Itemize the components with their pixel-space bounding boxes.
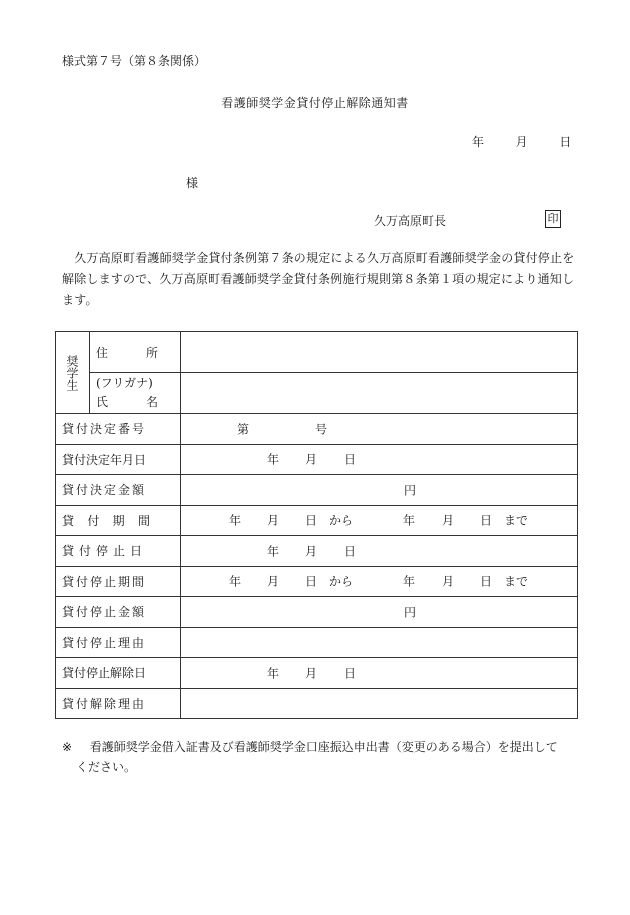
- stop-period-label: 貸付停止期間: [56, 566, 181, 597]
- release-reason-label: 貸付解除理由: [56, 688, 181, 719]
- footnote: [62, 737, 582, 777]
- table-row-decision-amount: [56, 475, 578, 506]
- body-paragraph: 久万高原町看護師奨学金貸付条例第７条の規定による久万高原町看護師奨学金の貸付停止を解除しますので、久万高原町看護師奨学金貸付条例施行規則第８条第１項の規定により通知します。: [62, 251, 575, 307]
- table-row-stop-date: [56, 536, 578, 567]
- loan-period-value[interactable]: 年 月 日 から 年 月 日 まで: [181, 505, 578, 536]
- stop-date-label: 貸付停止日: [56, 536, 181, 567]
- stop-date-value[interactable]: 年 月 日: [181, 536, 578, 567]
- loan-period-label: 貸 付 期 間: [56, 505, 181, 536]
- decision-number-value[interactable]: 第 号: [181, 414, 578, 445]
- furigana-label: (フリガナ): [96, 376, 153, 390]
- table-row-stop-amount: [56, 597, 578, 628]
- sender-name: 久万高原町長: [374, 214, 447, 228]
- address-label: 住 所: [90, 332, 181, 373]
- stop-amount-value[interactable]: 円: [181, 597, 578, 628]
- table-row-name: [56, 373, 578, 414]
- stop-amount-label: 貸付停止金額: [56, 597, 181, 628]
- release-date-label: 貸付停止解除日: [56, 658, 181, 689]
- date-year-label: 年: [472, 135, 485, 149]
- table-row-loan-period: [56, 505, 578, 536]
- table-row-stop-period: [56, 566, 578, 597]
- seal-mark: 印: [545, 210, 561, 228]
- address-value[interactable]: [181, 332, 578, 373]
- release-reason-value[interactable]: [181, 688, 578, 719]
- decision-date-label: 貸付決定年月日: [56, 444, 181, 475]
- table-row-stop-reason: [56, 627, 578, 658]
- decision-amount-value[interactable]: 円: [181, 475, 578, 506]
- loan-info-table: [55, 331, 578, 719]
- decision-number-label: 貸付決定番号: [56, 414, 181, 445]
- date-month-label: 月: [515, 135, 528, 149]
- stop-period-value[interactable]: 年 月 日 から 年 月 日 まで: [181, 566, 578, 597]
- name-value[interactable]: [181, 373, 578, 414]
- note-line-1: 看護師奨学金借入証書及び看護師奨学金口座振込申出書（変更のある場合）を提出して: [89, 740, 558, 754]
- note-line-2: ください。: [76, 760, 137, 774]
- stop-reason-label: 貸付停止理由: [56, 627, 181, 658]
- name-label: (フリガナ) 氏 名: [90, 373, 181, 414]
- date-day-label: 日: [559, 135, 572, 149]
- table-row-release-date: [56, 658, 578, 689]
- document-title: 看護師奨学金貸付停止解除通知書: [221, 96, 409, 110]
- issue-date: [472, 133, 571, 150]
- table-row-decision-number: [56, 414, 578, 445]
- stop-reason-value[interactable]: [181, 627, 578, 658]
- decision-amount-label: 貸付決定金額: [56, 475, 181, 506]
- form-number: 様式第７号（第８条関係）: [62, 54, 207, 68]
- table-row-decision-date: [56, 444, 578, 475]
- release-date-value[interactable]: 年 月 日: [181, 658, 578, 689]
- note-mark: ※: [62, 740, 73, 754]
- decision-date-value[interactable]: 年 月 日: [181, 444, 578, 475]
- student-group-label: 奨学生: [56, 332, 90, 414]
- table-row-address: [56, 332, 578, 373]
- table-row-release-reason: [56, 688, 578, 719]
- addressee-suffix: 様: [186, 176, 199, 190]
